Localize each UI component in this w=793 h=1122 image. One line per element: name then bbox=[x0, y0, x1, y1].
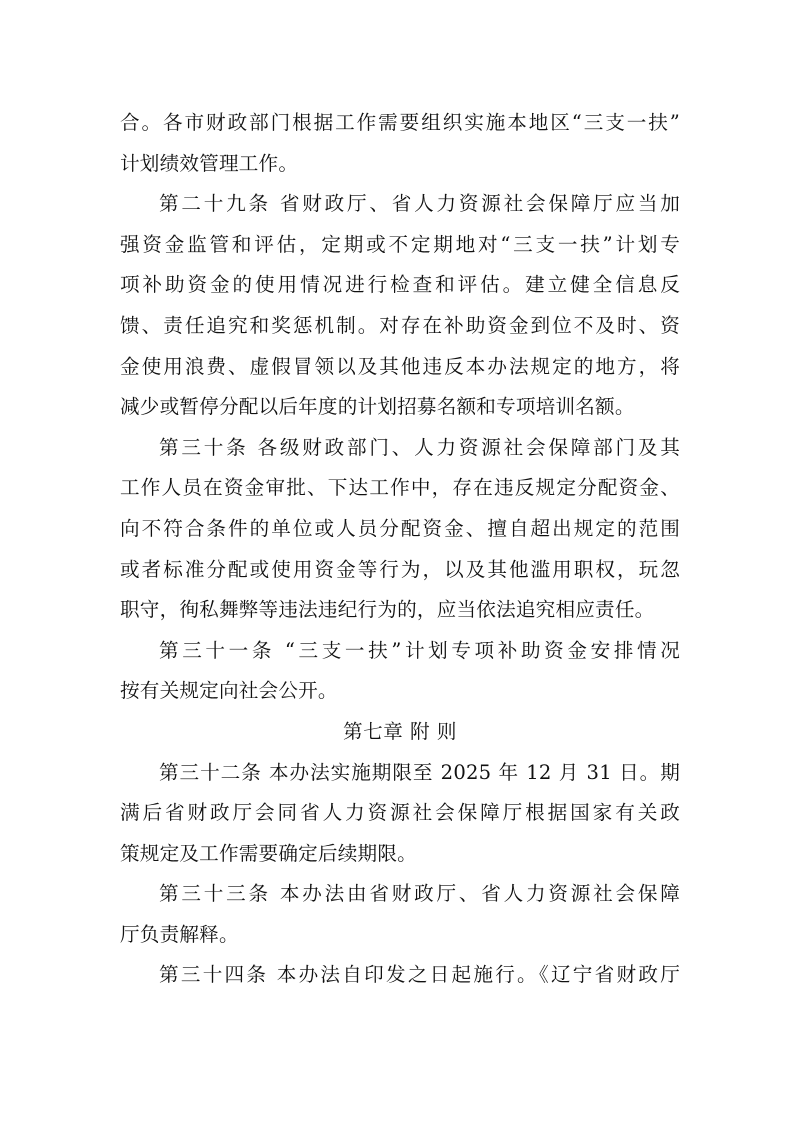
text-line: 减少或暂停分配以后年度的计划招募名额和专项培训名额。 bbox=[120, 395, 635, 419]
text-line: 职守，徇私舞弊等违法违纪行为的，应当依法追究相应责任。 bbox=[120, 598, 655, 622]
text-line: 第三十一条 “三支一扶”计划专项补助资金安排情况 bbox=[159, 638, 680, 662]
text-line: 合。各市财政部门根据工作需要组织实施本地区“三支一扶” bbox=[120, 111, 680, 134]
document-body bbox=[120, 103, 680, 996]
text-line: 第三十三条 本办法由省财政厅、省人力资源社会保障 bbox=[159, 882, 680, 906]
text-line: 第二十九条 省财政厅、省人力资源社会保障厅应当加 bbox=[159, 192, 680, 216]
text-line: 项补助资金的使用情况进行检查和评估。建立健全信息反 bbox=[120, 273, 680, 297]
text-line: 或者标准分配或使用资金等行为，以及其他滥用职权，玩忽 bbox=[120, 557, 680, 581]
text-line: 策规定及工作需要确定后续期限。 bbox=[120, 841, 417, 865]
paragraph-continuation bbox=[120, 103, 680, 184]
article-29 bbox=[120, 184, 680, 428]
article-34 bbox=[120, 955, 680, 996]
article-30 bbox=[120, 428, 680, 631]
article-31 bbox=[120, 631, 680, 712]
text-line: 按有关规定向社会公开。 bbox=[120, 679, 338, 703]
text-line: 强资金监管和评估，定期或不定期地对“三支一扶”计划专 bbox=[120, 232, 680, 256]
text-line: 计划绩效管理工作。 bbox=[120, 151, 299, 175]
text-line: 第三十条 各级财政部门、人力资源社会保障部门及其 bbox=[159, 435, 680, 459]
text-line: 第三十四条 本办法自印发之日起施行。《辽宁省财政厅 bbox=[159, 963, 680, 987]
chapter-heading: 第七章 附 则 bbox=[343, 719, 457, 743]
text-line: 第三十二条 本办法实施期限至 2025 年 12 月 31 日。期 bbox=[159, 760, 680, 784]
article-33 bbox=[120, 874, 680, 955]
text-line: 满后省财政厅会同省人力资源社会保障厅根据国家有关政 bbox=[120, 801, 680, 825]
text-line: 工作人员在资金审批、下达工作中，存在违反规定分配资金、 bbox=[120, 476, 680, 500]
text-line: 金使用浪费、虚假冒领以及其他违反本办法规定的地方，将 bbox=[120, 354, 680, 378]
text-line: 馈、责任追究和奖惩机制。对存在补助资金到位不及时、资 bbox=[120, 313, 680, 337]
article-32 bbox=[120, 753, 680, 875]
text-line: 向不符合条件的单位或人员分配资金、擅自超出规定的范围 bbox=[120, 516, 680, 540]
text-line: 厅负责解释。 bbox=[120, 922, 239, 946]
